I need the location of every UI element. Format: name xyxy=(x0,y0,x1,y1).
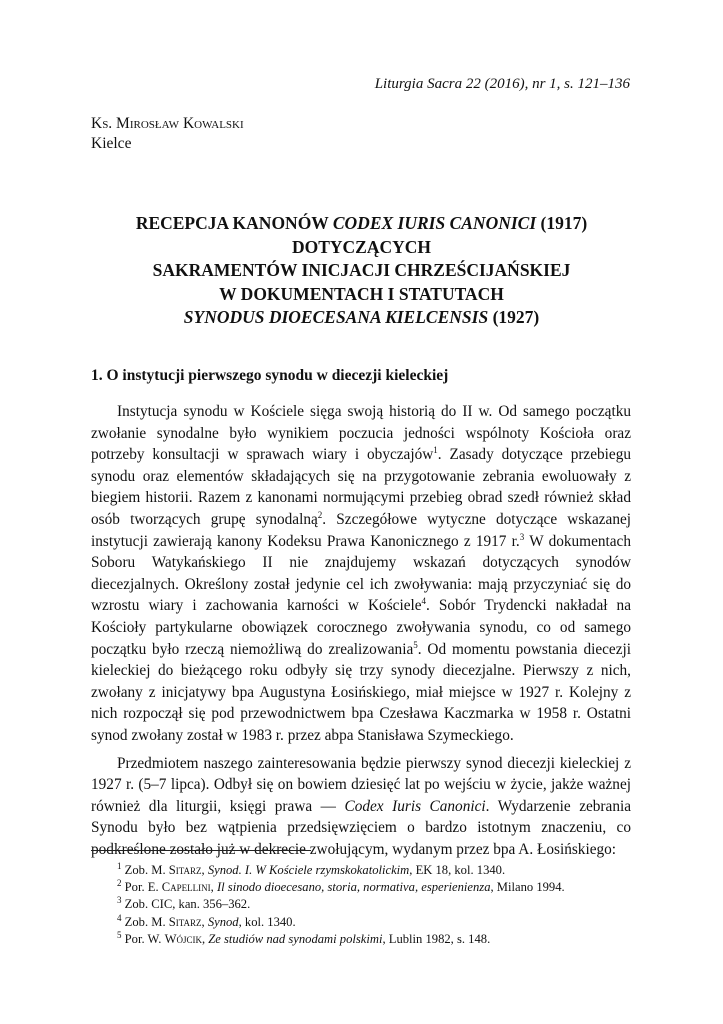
footnote xyxy=(117,931,637,948)
footnote-text: Zob. M. xyxy=(124,914,169,929)
title-line-1 xyxy=(0,212,723,236)
text-run: . Wydarzenie zebrania Synodu było bez wątpienia przedsięwzięciem o bardzo istotnym znaczeniu, co podkreślone zostało już w dekrecie zwołującym, wydanym przez bpa A. Łosińskiego: xyxy=(91,797,632,858)
text-run: . Sobór Trydencki nakładał na Kościoły partykularne obowiązek corocznego zwoływania synodu, co od samego początku było rzeczą niemożliwą do zrealizowania xyxy=(91,597,631,658)
text-run: . Od momentu powstania diecezji kieleckiej do bieżącego roku odbyły się trzy synody diecezjalne. Pierwszy z nich, zwołany z inicjatywy bpa Augustyna Łosińskiego, miał miejsce w 1927 r. Kolejny z nich rozpoczął się pod przewodnictwem bpa Czesława Kaczmarka w 1958 r. Ostatni synod zwołany został w 1983 r. przez abpa Stanisława Szymeckiego. xyxy=(91,640,631,744)
paragraph xyxy=(91,753,631,861)
footnote-ref[interactable]: 3 xyxy=(519,531,525,542)
author-affiliation: Kielce xyxy=(91,135,132,152)
text-run: . Zasady dotyczące przebiegu synodu oraz elementów składających się na przygotowanie zebrania ewoluowały z biegiem historii. Razem z kanonami normującymi przebieg obrad szedł również skład osób tworzących grupę synodalną xyxy=(91,446,631,528)
footnote xyxy=(117,879,637,896)
footnote-text: Por. W. xyxy=(124,931,165,946)
footnote-author: Sitarz xyxy=(168,863,202,877)
section-heading: 1. O instytucji pierwszego synodu w diecezji kieleckiej xyxy=(91,367,449,384)
text-run: . Szczegółowe wytyczne dotyczące wskazanej instytucji zawierają kanony Kodeksu Prawa Kanonicznego z 1917 r. xyxy=(91,510,632,550)
footnote-text: , xyxy=(210,880,217,895)
text-run: Instytucja synodu w Kościele sięga swoją historią do II w. Od samego początku zwołanie synodalne było wynikiem poczucia jedności wspólnoty Kościoła oraz potrzeby konsultacji w sprawach wiary i obyczajów xyxy=(91,403,631,464)
title-line-5 xyxy=(0,306,723,330)
title-line-3: SAKRAMENTÓW INICJACJI CHRZEŚCIJAŃSKIEJ xyxy=(152,260,571,280)
footnote xyxy=(117,862,637,879)
author-name: Ks. Mirosław Kowalski xyxy=(91,115,244,132)
text-run: W dokumentach Soboru Watykańskiego II nie znajdujemy wskazań dotyczących synodów diecezjalnych. Określony został jedynie cel ich zwoływania: mają przyczyniać się do wzrostu wiary i zachowania karności w Kościele xyxy=(91,532,631,615)
footnote-number: 1 xyxy=(117,860,122,871)
footnote-number: 5 xyxy=(117,929,122,940)
footnote-text: , Milano 1994. xyxy=(490,880,565,895)
footnote-author: Wójcik xyxy=(164,931,202,946)
footnote-text: , kol. 1340. xyxy=(238,914,296,929)
footnote-number: 4 xyxy=(117,912,122,923)
footnote-title: Synod. I. W Kościele rzymskokatolickim xyxy=(207,863,410,877)
footnote-author: Sitarz xyxy=(168,914,202,929)
footnote-text: Zob. CIC, kan. 356–362. xyxy=(124,897,251,912)
footnote-title: Il sinodo dioecesano, storia, normativa, esperienienza xyxy=(216,880,491,895)
footnote-author: Capellini xyxy=(161,880,211,895)
footnote-text: , xyxy=(201,914,208,929)
footnote-text: , Lublin 1982, s. 148. xyxy=(382,931,491,946)
body-text xyxy=(91,401,631,866)
footnote-text: , xyxy=(201,931,209,946)
journal-citation: Liturgia Sacra 22 (2016), nr 1, s. 121–136 xyxy=(374,76,630,92)
footnote-title: Synod xyxy=(207,914,239,929)
footnote-text: Zob. M. xyxy=(124,863,169,877)
title-italic-text: CODEX IURIS CANONICI xyxy=(332,213,537,233)
title-italic-text: SYNODUS DIOECESANA KIELCENSIS xyxy=(183,307,489,327)
author-block xyxy=(91,114,244,154)
title-line-4: W DOKUMENTACH I STATUTACH xyxy=(219,283,504,304)
footnote-text: , EK 18, kol. 1340. xyxy=(409,863,506,877)
footnote-divider xyxy=(91,850,311,851)
footnote-ref[interactable]: 5 xyxy=(413,639,418,650)
footnote xyxy=(117,896,637,913)
title-text: (1927) xyxy=(488,307,540,327)
title-text: (1917) xyxy=(536,213,588,233)
footnote-ref[interactable]: 4 xyxy=(421,596,427,607)
footnote-number: 2 xyxy=(117,878,122,889)
text-run: Przedmiotem naszego zainteresowania będzie pierwszy synod diecezji kieleckiej z 1927 r. (5–7 lipca). Odbył się on bowiem dziesięć lat po wejściu w życie, jakże ważnej również dla liturgii, księgi prawa — xyxy=(91,754,631,815)
title-line-2: DOTYCZĄCYCH xyxy=(291,236,432,257)
footnote-text: , xyxy=(201,863,208,877)
footnote-number: 3 xyxy=(117,895,122,906)
footnote-ref[interactable]: 2 xyxy=(317,509,323,520)
paragraph xyxy=(91,401,631,747)
footnote-text: Por. E. xyxy=(124,880,162,895)
footnote-ref[interactable]: 1 xyxy=(433,445,438,456)
footnote xyxy=(117,914,637,931)
italic-text-run: Codex Iuris Canonici xyxy=(344,797,486,815)
footnote-title: Ze studiów nad synodami polskimi xyxy=(208,931,383,946)
footnotes xyxy=(117,862,637,948)
article-title xyxy=(0,212,723,330)
title-text: RECEPCJA KANONÓW xyxy=(135,213,333,233)
